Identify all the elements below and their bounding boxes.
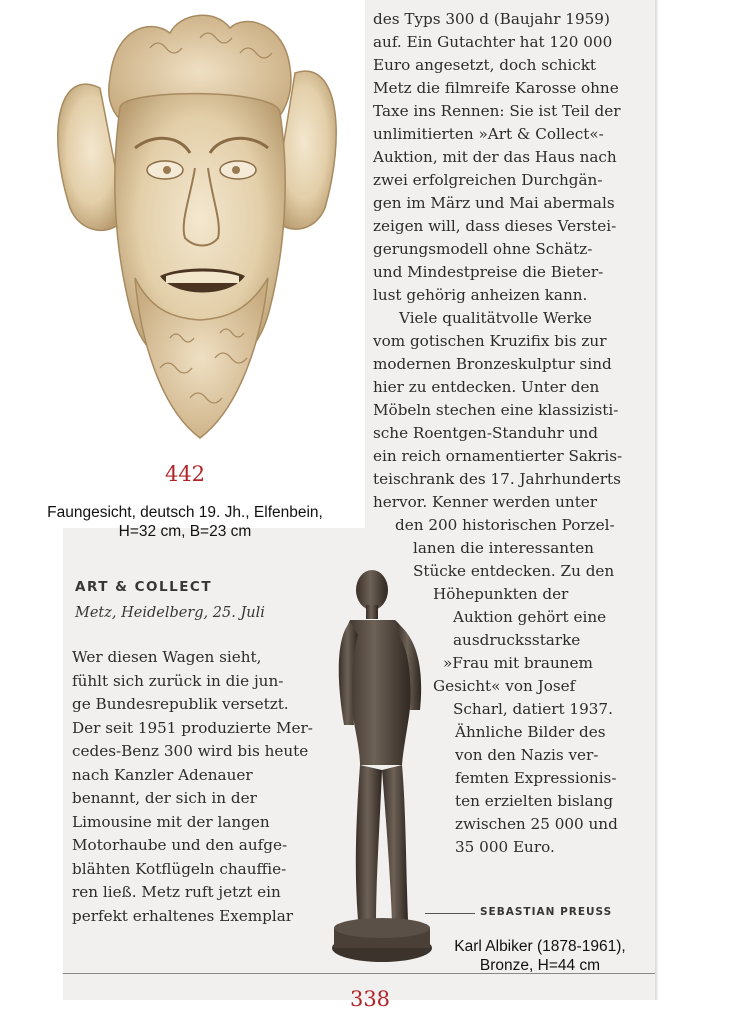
article-text-line: Auktion, mit der das Haus nach	[373, 148, 617, 166]
article-text-line: hier zu entdecken. Unter den	[373, 378, 600, 396]
caption-statue-line: Bronze, H=44 cm	[479, 957, 601, 974]
caption-statue	[420, 937, 660, 975]
faun-mask-image	[40, 8, 360, 463]
article-text-line: Der seit 1951 produzierte Mer-	[72, 718, 313, 737]
bronze-statue-image	[320, 560, 440, 980]
caption-faun-line: H=32 cm, B=23 cm	[118, 523, 252, 540]
article-text-line: ausdrucksstarke	[453, 631, 581, 649]
article-text-line: zwei erfolgreichen Durchgän-	[373, 171, 603, 189]
caption-statue-line: Karl Albiker (1878-1961),	[454, 938, 626, 955]
article-text-line: auf. Ein Gutachter hat 120 000	[373, 33, 613, 51]
article-text-line: modernen Bronzeskulptur sind	[373, 355, 612, 373]
article-text-line: Wer diesen Wagen sieht,	[72, 648, 262, 666]
article-text-line: Gesicht« von Josef	[433, 677, 576, 695]
article-text-line: fühlt sich zurück in die jun-	[72, 671, 284, 690]
article-text-line: von den Nazis ver-	[455, 746, 599, 764]
article-text-line: »Frau mit braunem	[443, 654, 593, 672]
article-text-line: zwischen 25 000 und	[455, 815, 618, 833]
article-text-line: zeigen will, dass dieses Verstei-	[373, 217, 617, 235]
article-text-line: benannt, der sich in der	[72, 789, 257, 807]
lot-number-faun: 442	[164, 462, 206, 486]
author-byline: SEBASTIAN PREUSS	[480, 906, 613, 918]
section-label: ART & COLLECT	[75, 579, 213, 595]
article-text-line: Höhepunkten der	[433, 585, 569, 603]
article-text-line: Limousine mit der langen	[72, 812, 270, 831]
article-text-line: Scharl, datiert 1937.	[453, 700, 613, 718]
article-left-column	[72, 646, 332, 928]
article-text-line: Möbeln stechen eine klassizisti-	[373, 401, 619, 419]
article-text-line: vom gotischen Kruzifix bis zur	[373, 332, 607, 350]
article-text-line: Euro angesetzt, doch schickt	[373, 56, 597, 74]
article-text-line: Viele qualitätvolle Werke	[399, 309, 592, 327]
article-text-line: blähten Kotflügeln chauffie-	[72, 859, 287, 878]
article-text-line: hervor. Kenner werden unter	[373, 493, 598, 511]
article-text-line: ren ließ. Metz ruft jetzt ein	[72, 883, 281, 901]
article-text-line: Metz die filmreife Karosse ohne	[373, 79, 619, 97]
article-text-line: unlimitierten »Art & Collect«-	[373, 125, 604, 143]
article-text-line: Motorhaube und den aufge-	[72, 836, 288, 854]
article-text-line: gen im März und Mai abermals	[373, 194, 615, 212]
article-text-line: gerungsmodell ohne Schätz-	[373, 240, 593, 258]
article-text-line: Ähnliche Bilder des	[455, 723, 606, 741]
article-text-line: perfekt erhaltenes Exemplar	[72, 906, 294, 925]
article-text-line: des Typs 300 d (Baujahr 1959)	[373, 10, 610, 28]
article-text-line: den 200 historischen Porzel-	[395, 516, 615, 534]
article-text-line: femten Expressionis-	[455, 769, 617, 787]
caption-faun	[20, 503, 350, 541]
article-text-line: und Mindestpreise die Bieter-	[373, 263, 604, 281]
section-subtitle: Metz, Heidelberg, 25. Juli	[75, 605, 265, 621]
article-text-line: 35 000 Euro.	[455, 838, 555, 856]
article-text-line: teischrank des 17. Jahrhunderts	[373, 470, 621, 488]
article-text-line: Auktion gehört eine	[453, 608, 607, 626]
article-text-line: lust gehörig anheizen kann.	[373, 286, 588, 304]
article-text-line: sche Roentgen-Standuhr und	[373, 424, 598, 442]
article-text-line: cedes-Benz 300 wird bis heute	[72, 742, 309, 760]
article-text-line: Taxe ins Rennen: Sie ist Teil der	[373, 102, 621, 120]
article-text-line: ein reich ornamentierter Sakris-	[373, 447, 623, 465]
article-text-line: nach Kanzler Adenauer	[72, 765, 253, 784]
article-text-line: lanen die interessanten	[413, 539, 594, 557]
article-text-line: Stücke entdecken. Zu den	[413, 562, 615, 580]
lot-number-statue: 338	[349, 987, 391, 1011]
caption-faun-line: Faungesicht, deutsch 19. Jh., Elfenbein,	[47, 504, 323, 521]
article-text-line: ten erzielten bislang	[455, 792, 614, 810]
article-text-line: ge Bundesrepublik versetzt.	[72, 695, 289, 713]
